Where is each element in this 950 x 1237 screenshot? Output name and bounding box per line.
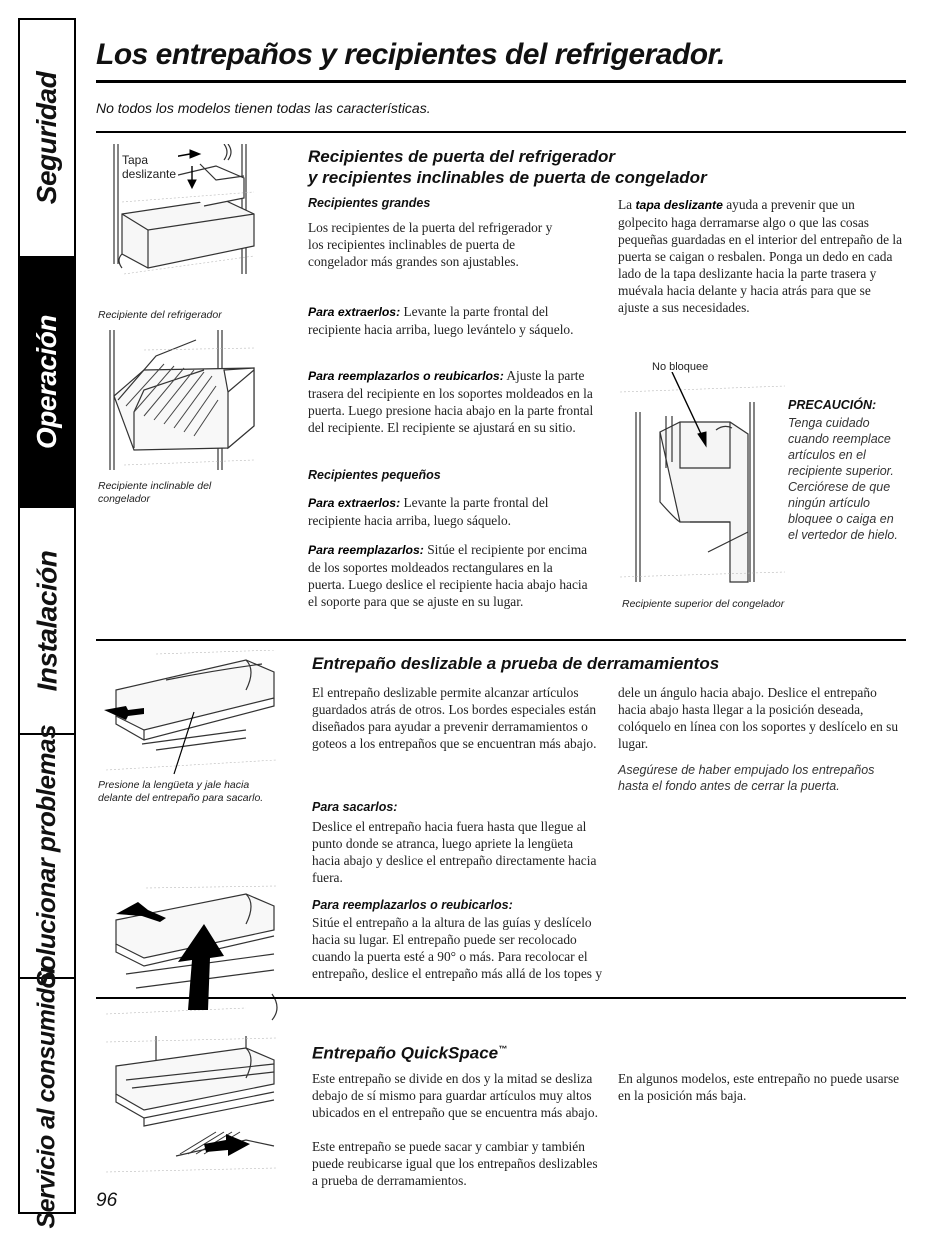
small-bins-replace-text: Sitúe el recipiente por encima de los soportes moldeados rectangulares en la puerta. Luego deslice el recipiente hacia abajo hacia el soporte para que se ajuste en su lugar. [308, 542, 588, 609]
caution-title: PRECAUCIÓN: [788, 398, 877, 412]
large-bins-remove [308, 303, 598, 338]
sliding-cover-label: Tapa deslizante [122, 153, 177, 181]
tab-instalacion[interactable] [20, 508, 74, 735]
tab-seguridad[interactable] [20, 20, 74, 258]
large-bins-remove-text: Levante la parte frontal del recipiente hacia arriba, luego levántelo y sáquelo. [308, 304, 574, 337]
section1-heading-line1: Recipientes de puerta del refrigerador [308, 147, 616, 166]
quickspace-para1: Este entrepaño se divide en dos y la mitad se desliza debajo de sí mismo para guardar artículos muy altos ubicados en el entrepaño que se encuentra más abajo. [312, 1071, 598, 1120]
spillproof-shelf-caption: Presione la lengüeta y jale hacia delante del entrepaño para sacarlo. [98, 779, 264, 804]
section1-heading-line2: y recipientes inclinables de puerta de congelador [308, 168, 707, 187]
tab-solucionar-problemas[interactable] [20, 724, 74, 988]
quickspace-shelf-illustration [96, 1036, 291, 1176]
freezer-tilt-bin-illustration [104, 330, 264, 480]
large-bins-intro: Los recipientes de la puerta del refrigerador y los recipientes inclinables de puerta de congelador más grandes son ajustables. [308, 220, 553, 269]
section-divider-1 [96, 131, 906, 133]
spillproof-shelf-illustration [96, 650, 286, 780]
spillproof-shelf-heading: Entrepaño deslizable a prueba de derramamientos [312, 654, 720, 673]
large-bins-remove-label: Para extraerlos: [308, 305, 401, 319]
tab-instalacion-label: Instalación [31, 550, 63, 691]
large-bins-replace-text: Ajuste la parte trasera del recipiente en los soportes moldeados en la puerta. Luego presione hacia abajo en la parte frontal del recipiente. El recipiente se ajustará en su sitio. [308, 368, 594, 435]
tab-servicio-consumidor[interactable] [20, 964, 74, 1229]
title-rule [96, 80, 906, 83]
refrigerator-bin-caption: Recipiente del refrigerador [98, 309, 222, 321]
spillproof-remove-text: Deslice el entrepaño hacia fuera hasta que llegue al punto donde se atranca, luego apriete la lengüeta hacia abajo y deslice el entrepaño directamente hacia fuera. [312, 819, 597, 885]
freezer-tilt-bin-caption: Recipiente inclinable del congelador [98, 480, 212, 505]
do-not-block-label: No bloquee [652, 361, 709, 373]
small-bins-remove-text: Levante la parte frontal del recipiente hacia arriba, luego sáquelo. [308, 495, 549, 528]
spillproof-continued-text: dele un ángulo hacia abajo. Deslice el entrepaño hacia abajo hasta llegar a la posición deseada, colóquelo en línea con los soportes y deslícelo en su lugar. [618, 685, 899, 751]
page-subtitle: No todos los modelos tienen todas las características. [96, 100, 431, 116]
freezer-top-bin-caption: Recipiente superior del congelador [622, 598, 785, 610]
large-bins-replace [308, 367, 598, 436]
small-bins-remove-label: Para extraerlos: [308, 496, 401, 510]
page-title: Los entrepaños y recipientes del refrigerador. [96, 38, 725, 71]
quickspace-note: En algunos modelos, este entrepaño no puede usarse en la posición más baja. [618, 1071, 900, 1103]
tab-solucionar-problemas-label: Solucionar problemas [31, 724, 62, 988]
small-bins-replace [308, 541, 588, 610]
sliding-cover-text [618, 196, 904, 316]
spillproof-replace-text: Sitúe el entrepaño a la altura de las guías y deslícelo hacia su lugar. El entrepaño puede ser recolocado cuando la puerta esté a 90° o más. Para recolocar el entrepaño, deslice el entrepaño más allá de los topes y [312, 915, 603, 981]
quickspace-heading-text: Entrepaño QuickSpace [312, 1043, 499, 1063]
caution-text: Tenga cuidado cuando reemplace artículos en el recipiente superior. Cerciórese de que ningún artículo bloquee o caiga en el vertedor de hielo. [788, 416, 898, 542]
sliding-cover-prefix: La [618, 197, 636, 212]
sidebar-tabs [18, 18, 76, 1229]
spillproof-note: Asegúrese de haber empujado los entrepaños hasta el fondo antes de cerrar la puerta. [618, 763, 875, 793]
sliding-cover-term: tapa deslizante [635, 198, 723, 212]
section-divider-2 [96, 639, 906, 641]
section-divider-3 [96, 997, 906, 999]
small-bins-replace-label: Para reemplazarlos: [308, 543, 424, 557]
tab-seguridad-label: Seguridad [31, 71, 63, 205]
tab-operacion[interactable] [20, 258, 74, 508]
trademark-symbol: ™ [498, 1044, 508, 1054]
tab-operacion-label: Operación [31, 315, 63, 449]
spillproof-shelf-replace-illustration [96, 884, 286, 1024]
spillproof-remove-heading: Para sacarlos: [312, 800, 398, 814]
spillproof-shelf-intro: El entrepaño deslizable permite alcanzar artículos guardados atrás de otros. Los bordes especiales están diseñados para ayudar a prevenir derramamientos o goteos a los entrepaños que se encuentran más abajo. [312, 685, 597, 751]
small-bins-remove [308, 494, 598, 529]
small-bins-heading: Recipientes pequeños [308, 468, 441, 482]
freezer-top-bin-illustration [620, 372, 785, 592]
quickspace-para2: Este entrepaño se puede sacar y cambiar y también puede reubicarse igual que los entrepaños deslizables a prueba de derramamientos. [312, 1139, 598, 1188]
spillproof-replace-heading: Para reemplazarlos o reubicarlos: [312, 898, 513, 912]
quickspace-heading [312, 1039, 507, 1064]
large-bins-replace-label: Para reemplazarlos o reubicarlos: [308, 369, 504, 383]
tab-servicio-consumidor-label: Servicio al consumidor [32, 964, 61, 1229]
page-number: 96 [96, 1190, 118, 1211]
large-bins-heading: Recipientes grandes [308, 196, 431, 210]
sliding-cover-desc: ayuda a prevenir que un golpecito haga derramarse algo o que las cosas pequeñas guardadas en el interior del entrepaño de la puerta se caigan o resbalen. Ponga un dedo en cada lado de la tapa deslizante hacia la parte trasera y muévala hacia delante y hacia atrás para que se ajuste a sus necesidades. [618, 197, 903, 315]
